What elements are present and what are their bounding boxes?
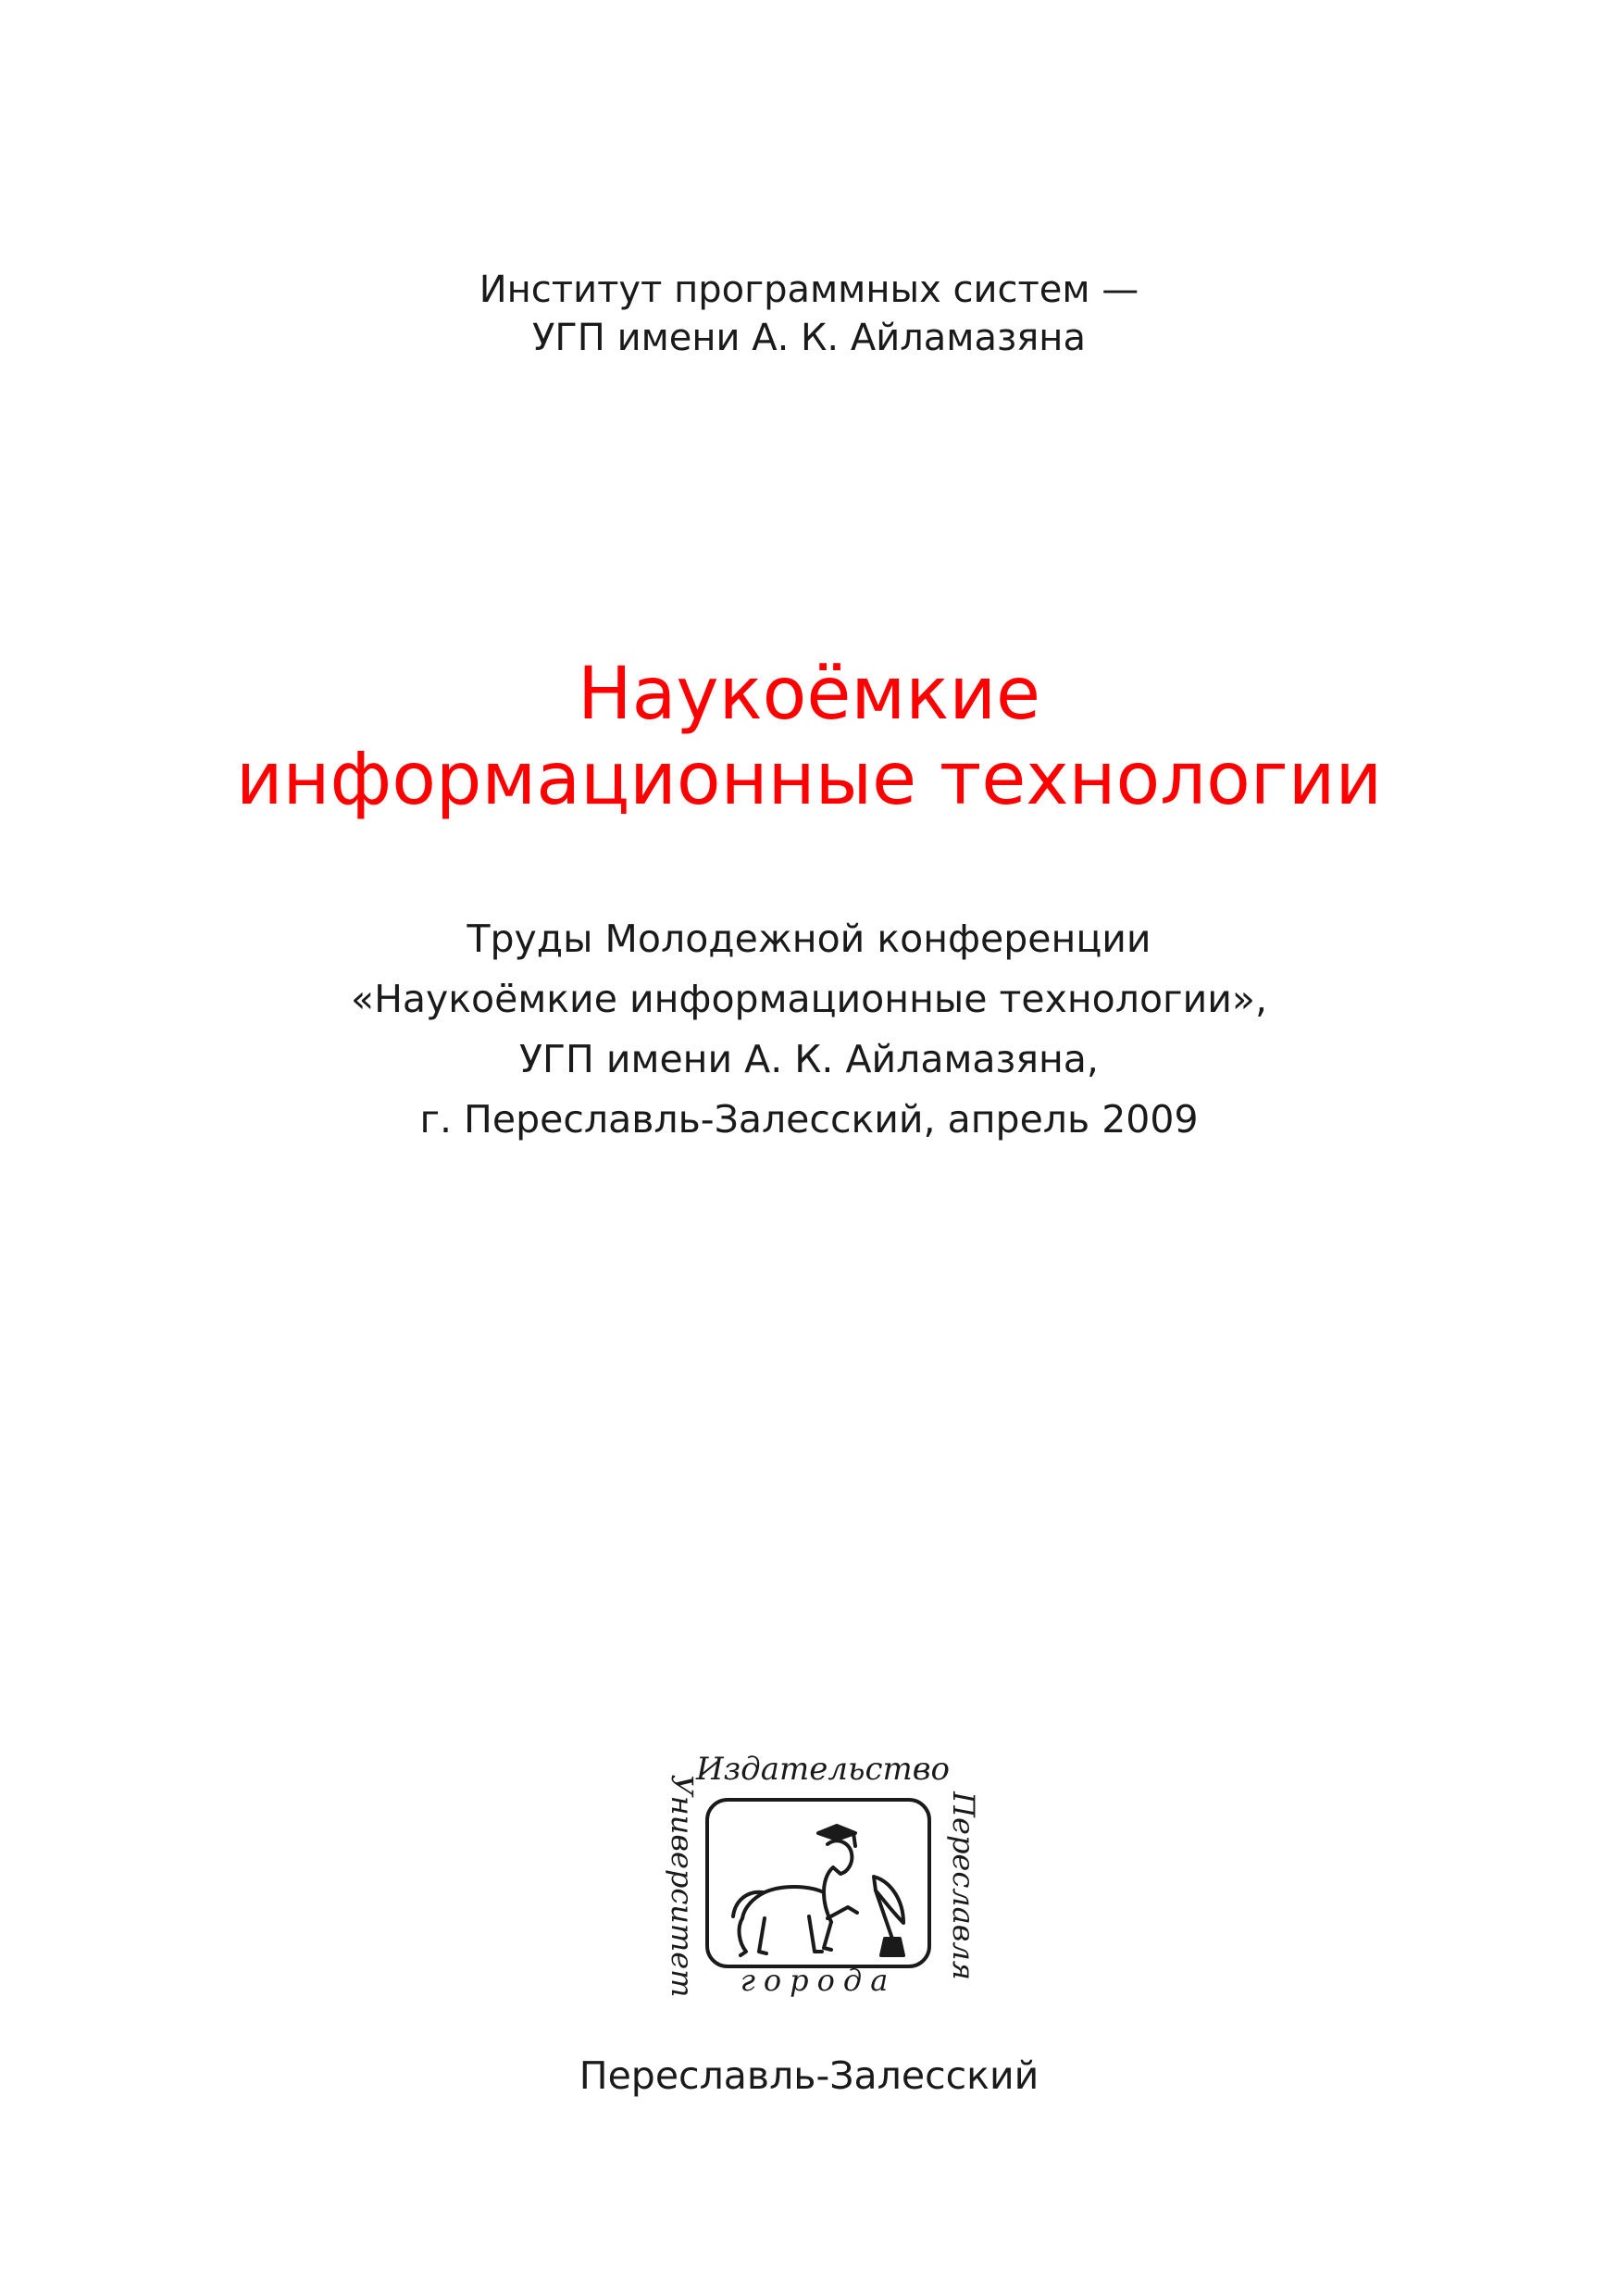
logo-right-text: Переславля xyxy=(946,1791,981,1980)
horse-with-quill-icon xyxy=(733,1826,903,1955)
logo-left-text: Университет xyxy=(665,1774,700,1998)
book-title-line-1: Наукоёмкие xyxy=(577,653,1041,736)
institute-line-2: УГП имени А. К. Айламазяна xyxy=(532,317,1086,359)
institute-line-1: Институт программных систем — xyxy=(479,268,1139,311)
publication-city: Переславль-Залесский xyxy=(579,2053,1039,2098)
logo-top-text: Издательство xyxy=(695,1751,951,1788)
logo-bottom-text: города xyxy=(740,1963,897,1998)
proceedings-line-3: УГП имени А. К. Айламазяна, xyxy=(519,1037,1099,1081)
publisher-logo xyxy=(642,1733,985,2020)
book-title-line-2: информационные технологии xyxy=(235,738,1383,821)
proceedings-line-1: Труды Молодежной конференции xyxy=(467,917,1151,961)
proceedings-line-2: «Наукоёмкие информационные технологии», xyxy=(350,977,1268,1021)
proceedings-line-4: г. Переславль-Залесский, апрель 2009 xyxy=(419,1097,1199,1142)
